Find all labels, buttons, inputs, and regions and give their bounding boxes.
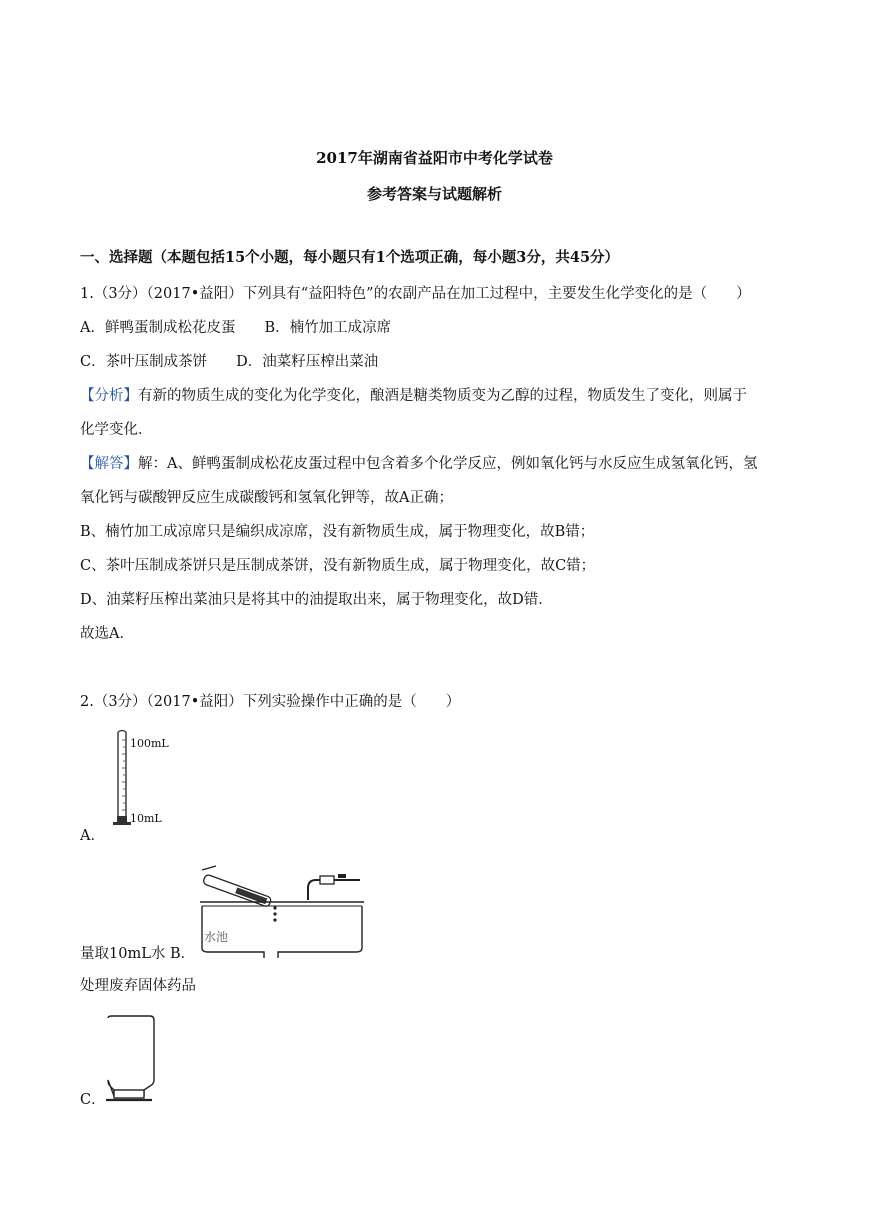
section-heading: 一、选择题（本题包括15个小题，每小题只有1个选项正确，每小题3分，共45分） bbox=[80, 249, 620, 266]
cylinder-top-label: 100mL bbox=[130, 737, 169, 750]
answer-text: 解：A、鲜鸭蛋制成松花皮蛋过程中包含着多个化学反应，例如氧化钙与水反应生成氢氧化钙，氢 bbox=[138, 456, 758, 472]
reagent-bottle-figure bbox=[104, 1014, 160, 1106]
q1-answer-cont: 氧化钙与碳酸钾反应生成碳酸钙和氢氧化钾等，故A正确； bbox=[80, 490, 453, 506]
q1-options-row2: C．茶叶压制成茶饼 D．油菜籽压榨出菜油 bbox=[80, 354, 379, 370]
page-subtitle: 参考答案与试题解析 bbox=[366, 185, 502, 203]
q1-answer-b: B、楠竹加工成凉席只是编织成凉席，没有新物质生成，属于物理变化，故B错； bbox=[80, 524, 595, 540]
q1-answer-c: C、茶叶压制成茶饼只是压制成茶饼，没有新物质生成，属于物理变化，故C错； bbox=[80, 558, 596, 574]
q1-analysis bbox=[80, 386, 747, 406]
sink-label: 水池 bbox=[204, 930, 229, 944]
page-title: 2017年湖南省益阳市中考化学试卷 bbox=[316, 149, 553, 167]
cylinder-bottom-label: 10mL bbox=[130, 812, 162, 825]
sink-disposal-figure bbox=[196, 860, 366, 960]
q2-stem: 2.（3分）（2017•益阳）下列实验操作中正确的是（ ） bbox=[80, 694, 461, 710]
q1-answer bbox=[80, 454, 757, 474]
q2-option-c-letter: C． bbox=[80, 1092, 106, 1108]
q2-option-a-text: 量取10mL水 B． bbox=[80, 946, 196, 962]
q1-conclusion: 故选A． bbox=[80, 626, 134, 642]
q1-stem: 1.（3分）（2017•益阳）下列具有“益阳特色”的农副产品在加工过程中，主要发生化学变化的是（ ） bbox=[80, 286, 751, 302]
analysis-text: 有新的物质生成的变化为化学变化，酿酒是糖类物质变为乙醇的过程，物质发生了变化，则属于 bbox=[138, 388, 747, 404]
q1-answer-d: D、油菜籽压榨出菜油只是将其中的油提取出来，属于物理变化，故D错． bbox=[80, 592, 553, 608]
answer-tag: 【解答】 bbox=[80, 456, 138, 472]
q1-options-row1: A．鲜鸭蛋制成松花皮蛋 B．楠竹加工成凉席 bbox=[80, 320, 392, 336]
q2-option-a-letter: A． bbox=[80, 828, 105, 844]
q1-analysis-cont: 化学变化． bbox=[80, 422, 153, 438]
q2-option-b-text: 处理废弃固体药品 bbox=[80, 978, 196, 994]
analysis-tag: 【分析】 bbox=[80, 388, 138, 404]
